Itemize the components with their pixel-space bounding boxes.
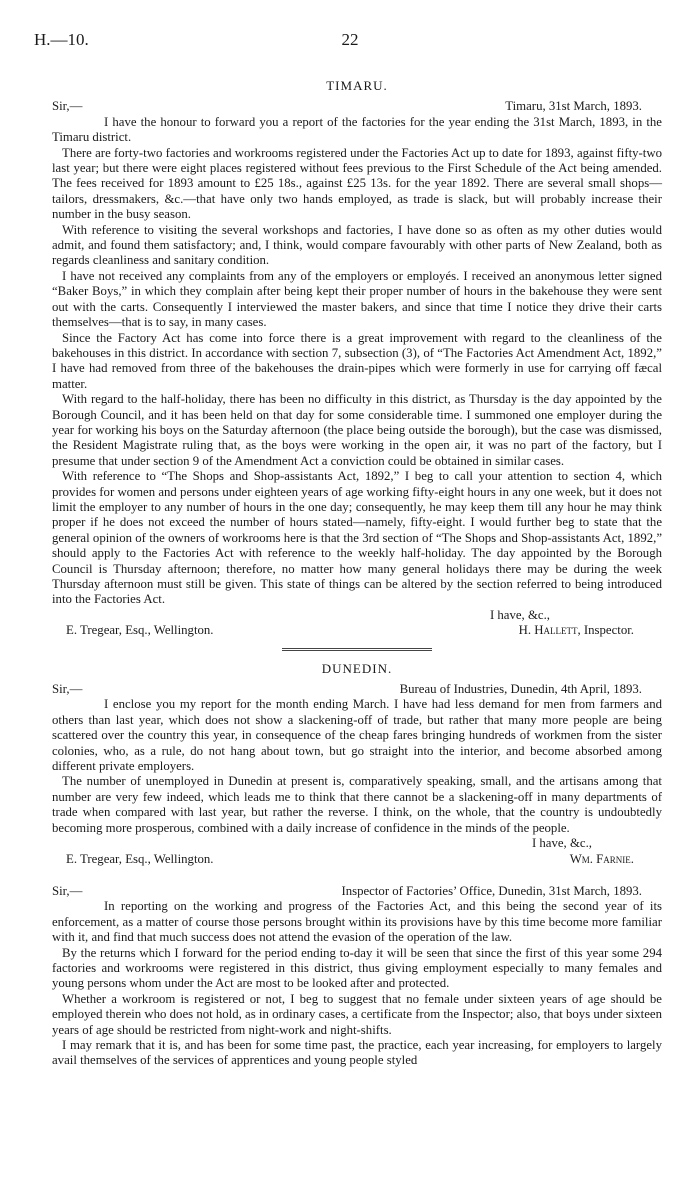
paragraph: By the returns which I forward for the period ending to-day it will be seen that since the first of this year some 294 factories and workrooms were registered in this district, thus giving employment especially to many females and young persons whom under the Act are most to be looked after and protected. bbox=[52, 945, 662, 991]
signature: Wm. Farnie. bbox=[569, 851, 634, 866]
signature-row bbox=[52, 623, 662, 638]
document-reference: H.—10. bbox=[34, 30, 89, 49]
salutation-row bbox=[52, 884, 662, 899]
closing: I have, &c., bbox=[489, 607, 550, 622]
signature: H. Hallett, bbox=[518, 623, 581, 638]
paragraph: With reference to “The Shops and Shop-assistants Act, 1892,” I beg to call your attention to section 4, which provides for women and persons under eighteen years of age working fifty-eight hours in any one week, but it does not limit the employer to any number of hours in the one day; consequently, he may keep them till any hour he may think proper if he does not exceed the number of hours stated—namely, fifty-eight. I would further beg to state that the general opinion of the owners of workrooms here is that the 3rd section of “The Shops and Shop-assistants Act, 1892,” should apply to the Factories Act with reference to the weekly half-holiday. The day appointed by the Borough Council is Thursday afternoon; therefore, no matter how many general holidays there may be during the week Thursday afternoon must still be given. This state of things can be altered by the section referred to being introduced into the Factories Act. bbox=[52, 469, 662, 607]
dunedin-inspector-report bbox=[52, 884, 662, 1069]
paragraph: I may remark that it is, and has been for some time past, the practice, each year increasing, for employers to largely avail themselves of the services of apprentices and young people styled bbox=[52, 1037, 662, 1068]
dateline: Bureau of Industries, Dunedin, 4th April, 1893. bbox=[399, 682, 642, 697]
salutation-row bbox=[52, 682, 662, 697]
paragraph: There are forty-two factories and workrooms registered under the Factories Act up to date for 1893, against fifty-two last year; but there were eight places registered without fees previous to the First Schedule of the Act being amended. The fees received for 1893 amount to £25 18s., against £25 13s. for the year 1892. There are several small shops—tailors, dressmakers, &c.—that have only two hands employed, as trade is slack, but will probably increase their number in the busy season. bbox=[52, 145, 662, 222]
paragraph: In reporting on the working and progress of the Factories Act, and this being the second year of its enforcement, as a matter of course those persons brought within its provisions have by this time become more familiar with it, and find that much success does not attend the evasion of the operation of the law. bbox=[52, 899, 662, 945]
closing: I have, &c., bbox=[531, 836, 592, 851]
page-number: 22 bbox=[341, 30, 359, 49]
paragraph: I have not received any complaints from any of the employers or employés. I received an anonymous letter signed “Baker Boys,” in which they complain after being kept their proper number of hours in the bakehouse they were sent out with the carts. Consequently I interviewed the master bakers, and since that time I notice they drive their carts themselves—that is to say, in many cases. bbox=[52, 268, 662, 330]
salutation-row bbox=[52, 99, 662, 114]
page-body bbox=[52, 78, 662, 1069]
section-divider bbox=[282, 648, 432, 651]
addressee: E. Tregear, Esq., Wellington. bbox=[66, 623, 214, 638]
spacer bbox=[52, 867, 662, 884]
signature-block bbox=[519, 623, 634, 638]
timaru-report bbox=[52, 78, 662, 639]
signature-title: Inspector. bbox=[583, 623, 634, 638]
dateline: Timaru, 31st March, 1893. bbox=[505, 99, 642, 114]
section-title: TIMARU. bbox=[326, 78, 388, 93]
paragraph: With regard to the half-holiday, there has been no difficulty in this district, as Thursday is the day appointed by the Borough Council, and it has been held on that day for some considerable time. I summoned one employer during the year for working his boys on the Saturday afternoon (the place being outside the borough), but the case was dismissed, the Resident Magistrate ruling that, as the boys were working in the open air, it was no part of the factory, but I presume that under section 9 of the Amendment Act a conviction could be obtained in similar cases. bbox=[52, 392, 662, 468]
paragraph: With reference to visiting the several workshops and factories, I have done so as often as my other duties would admit, and found them satisfactory; and, I think, would compare favourably with other parts of New Zealand, both as regards cleanliness and sanitary condition. bbox=[52, 222, 662, 268]
salutation: Sir,— bbox=[52, 99, 83, 114]
paragraph: Since the Factory Act has come into force there is a great improvement with regard to the cleanliness of the bakehouses in this district. In accordance with section 7, subsection (3), of “The Factories Act Amendment Act, 1892,” I have had removed from three of the bakehouses the drain-pipes which were formerly in use for carrying off fæcal matter. bbox=[52, 330, 662, 391]
dunedin-report bbox=[52, 661, 662, 867]
dateline: Inspector of Factories’ Office, Dunedin, 31st March, 1893. bbox=[341, 883, 642, 898]
salutation: Sir,— bbox=[52, 883, 83, 898]
salutation: Sir,— bbox=[52, 682, 83, 697]
paragraph: The number of unemployed in Dunedin at present is, comparatively speaking, small, and the artisans among that number are very few indeed, which leads me to think that there cannot be a slackening-off in many departments of trade when compared with last year, but rather the reverse. I think, on the whole, that the country is undoubtedly becoming more prosperous, combined with a daily increase of confidence in the minds of the people. bbox=[52, 774, 662, 835]
paragraph: I have the honour to forward you a report of the factories for the year ending the 31st March, 1893, in the Timaru district. bbox=[52, 114, 662, 145]
page-header bbox=[34, 30, 666, 54]
paragraph: Whether a workroom is registered or not, I beg to suggest that no female under sixteen years of age should be employed therein who does not hold, as in ordinary cases, a certificate from the Inspector; also, that boys under sixteen years of age should be restricted from night-work and night-shifts. bbox=[52, 991, 662, 1037]
addressee: E. Tregear, Esq., Wellington. bbox=[66, 851, 214, 866]
signature-row bbox=[52, 852, 662, 867]
section-title: DUNEDIN. bbox=[321, 660, 393, 676]
paragraph: I enclose you my report for the month ending March. I have had less demand for men from farmers and others than last year, which does not show a slackening-off of trade, but rather that many more people are being scattered over the country this year, in consequence of the cheap fares bringing hundreds of workmen from the sister colonies, who, as a rule, do not hang about town, but go straight into the interior, and become absorbed among different private employers. bbox=[52, 697, 662, 774]
